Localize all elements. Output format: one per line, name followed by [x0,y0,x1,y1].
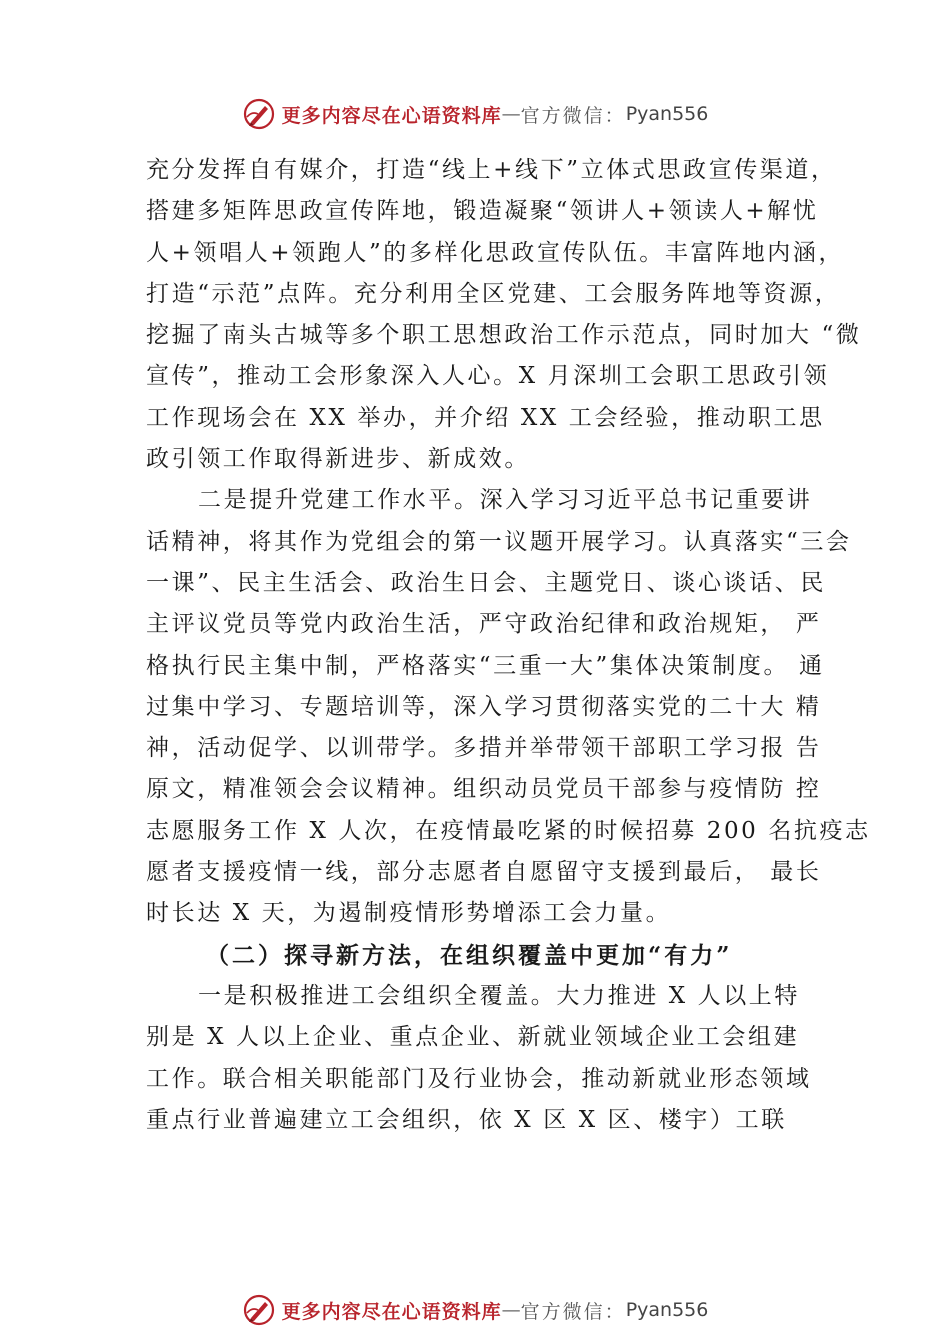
body-line: 别是 X 人以上企业、重点企业、新就业领域企业工会组建 [146,1024,800,1051]
watermark-separator: — [501,103,521,125]
watermark-banner-bottom [0,1290,950,1330]
body-line: 原文，精准领会会议精神。组织动员党员干部参与疫情防 控 [146,776,822,803]
body-line: 主评议党员等党内政治生活，严守政治纪律和政治规矩， 严 [146,611,822,638]
pen-logo-icon [242,1293,276,1327]
watermark-wechat-id: Pyan556 [625,1299,709,1321]
watermark-wechat-label: 官方微信： [520,1300,626,1323]
body-line: 话精神，将其作为党组会的第一议题开展学习。认真落实“三会 [146,528,852,555]
body-line: 格执行民主集中制，严格落实“三重一大”集体决策制度。 通 [146,652,825,679]
body-line: 搭建多矩阵思政宣传阵地，锻造凝聚“领讲人+领读人+解忧 [146,198,819,225]
body-line: 挖掘了南头古城等多个职工思想政治工作示范点，同时加大 “微 [146,322,862,349]
watermark-banner-top [0,94,950,134]
watermark-brand: 更多内容尽在心语资料库 [281,104,502,127]
body-line: 志愿服务工作 X 人次，在疫情最吃紧的时候招募 200 名抗疫志 [146,817,871,844]
watermark-wechat-label: 官方微信： [520,104,626,127]
body-line: 工作。联合相关职能部门及行业协会，推动新就业形态领域 [146,1065,812,1092]
body-line: 神，活动促学、以训带学。多措并举带领干部职工学习报 告 [146,735,822,762]
watermark-wechat-id: Pyan556 [625,103,709,125]
section-heading: （二）探寻新方法，在组织覆盖中更加“有力” [206,941,733,969]
body-line: 充分发挥自有媒介，打造“线上+线下”立体式思政宣传渠道， [146,157,837,183]
body-line: 宣传”，推动工会形象深入人心。X 月深圳工会职工思政引领 [146,363,830,390]
body-line: 过集中学习、专题培训等，深入学习贯彻落实党的二十大 精 [146,693,822,720]
document-body [146,150,871,1141]
watermark-brand: 更多内容尽在心语资料库 [281,1300,502,1323]
body-line: 重点行业普遍建立工会组织，依 X 区 X 区、楼宇）工联 [146,1106,787,1133]
body-line: 一课”、民主生活会、政治生日会、主题党日、谈心谈话、民 [146,569,826,596]
body-line: 时长达 X 天，为遏制疫情形势增添工会力量。 [146,900,672,927]
watermark-separator: — [501,1299,521,1321]
body-line: 工作现场会在 XX 举办，并介绍 XX 工会经验，推动职工思 [146,404,825,431]
paragraph-start-line: 一是积极推进工会组织全覆盖。大力推进 X 人以上特 [198,982,800,1009]
body-line: 人+领唱人+领跑人”的多样化思政宣传队伍。丰富阵地内涵， [146,239,845,266]
pen-logo-icon [242,97,276,131]
paragraph-start-line: 二是提升党建工作水平。深入学习习近平总书记重要讲 [198,487,813,514]
body-line: 愿者支援疫情一线，部分志愿者自愿留守支援到最后， 最长 [146,859,822,886]
body-line: 政引领工作取得新进步、新成效。 [146,446,530,473]
body-line: 打造“示范”点阵。充分利用全区党建、工会服务阵地等资源， [146,280,841,307]
